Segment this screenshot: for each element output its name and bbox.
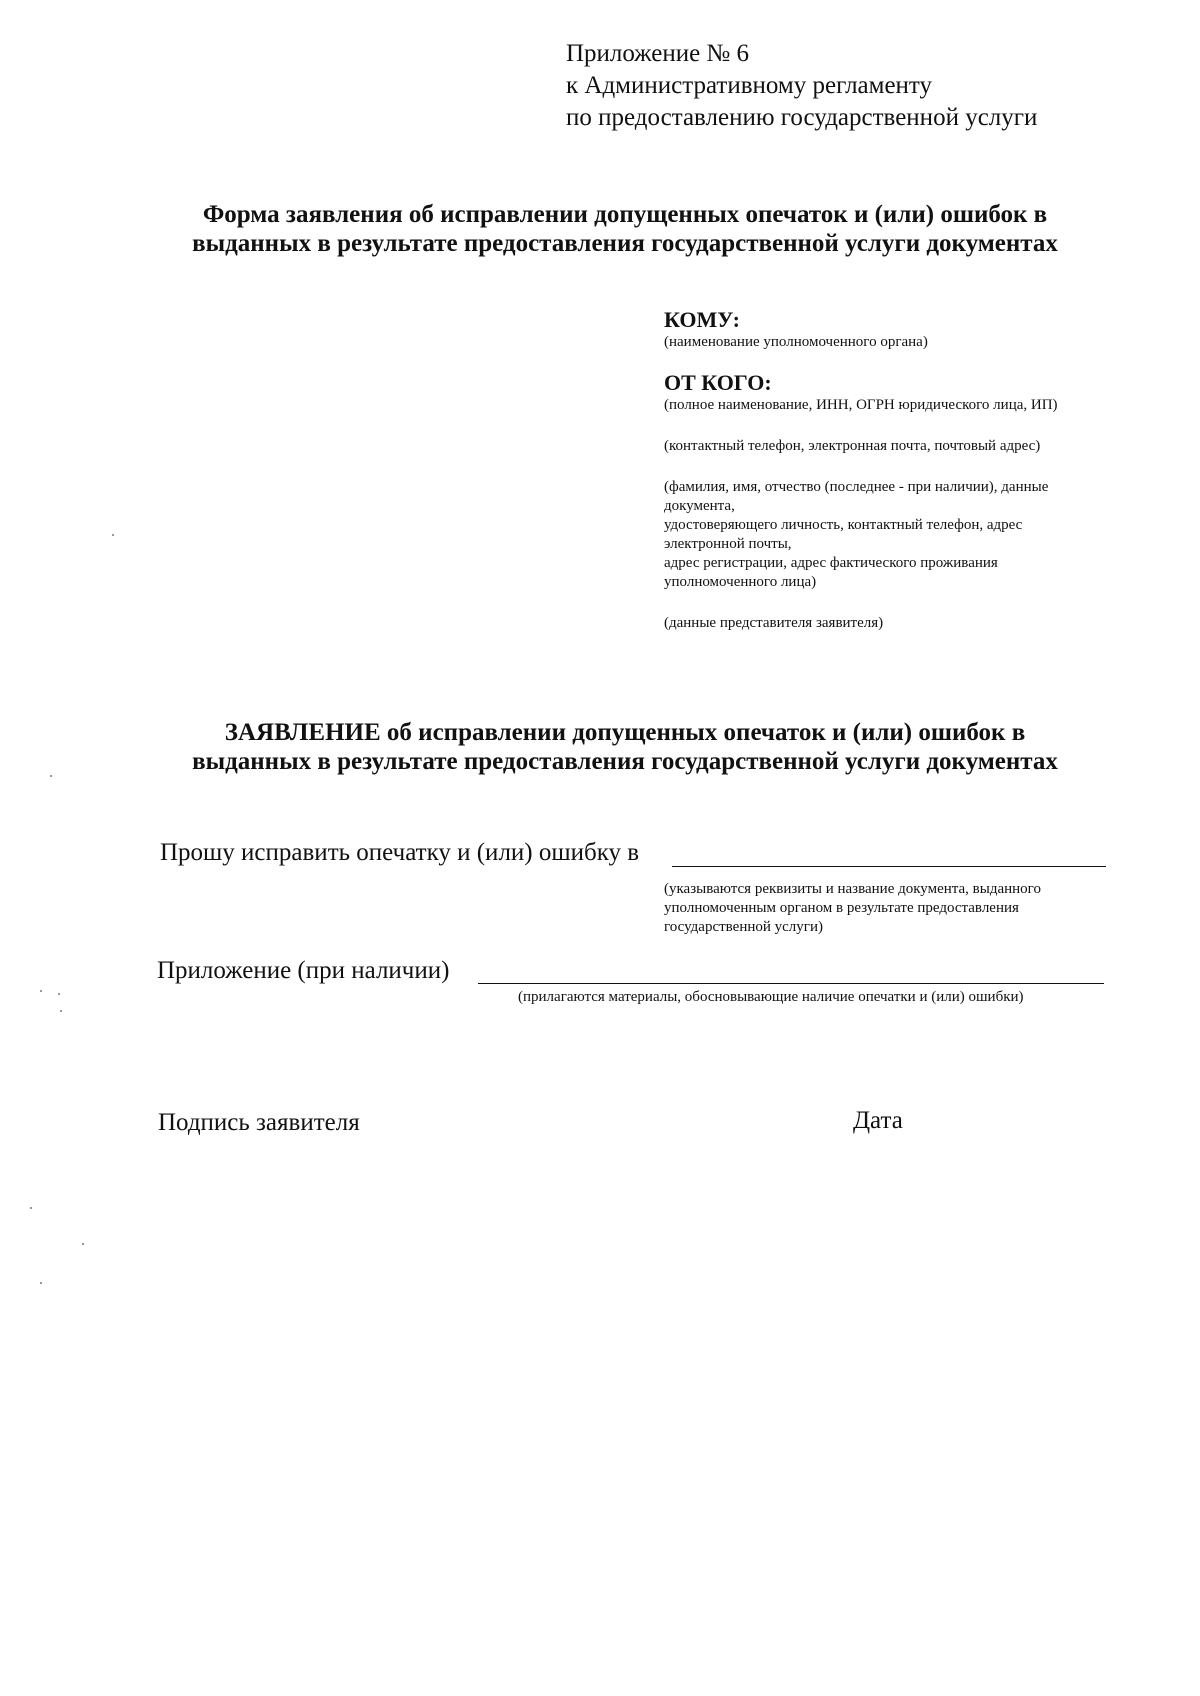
appendix-line-2: к Административному регламенту xyxy=(566,72,933,99)
scan-speck xyxy=(58,993,60,995)
appendix-line-1: Приложение № 6 xyxy=(566,40,750,67)
scan-speck xyxy=(30,1207,32,1209)
attachment-text: Приложение (при наличии) xyxy=(157,957,450,984)
person-hint-3: адрес регистрации, адрес фактического проживания уполномоченного лица) xyxy=(664,555,998,590)
correction-hint: (указываются реквизиты и название документа, выданного уполномоченным органом в результате предоставления государственной услуги) xyxy=(664,881,1041,935)
correction-document-field[interactable] xyxy=(672,866,1106,867)
attachment-hint: (прилагаются материалы, обосновывающие наличие опечатки и (или) ошибки) xyxy=(518,989,1024,1005)
statement-title-line-1: ЗАЯВЛЕНИЕ об исправлении допущенных опечаток и (или) ошибок в xyxy=(224,719,1026,746)
correction-request-text: Прошу исправить опечатку и (или) ошибку в xyxy=(160,839,640,866)
appendix-line-3: по предоставлению государственной услуги xyxy=(566,104,1038,131)
scan-speck xyxy=(50,775,52,777)
signature-label: Подпись заявителя xyxy=(158,1109,360,1136)
scan-speck xyxy=(112,534,114,536)
scan-speck xyxy=(60,1010,62,1012)
legal-entity-hint: (полное наименование, ИНН, ОГРН юридического лица, ИП) xyxy=(664,397,1058,413)
person-hint-1: (фамилия, имя, отчество (последнее - при наличии), данные документа, xyxy=(664,479,1049,514)
contacts-hint: (контактный телефон, электронная почта, почтовый адрес) xyxy=(664,438,1041,454)
appendix-header xyxy=(566,38,1086,134)
date-label: Дата xyxy=(853,1107,903,1134)
form-title xyxy=(150,200,1100,258)
person-hint-2: удостоверяющего личность, контактный телефон, адрес электронной почты, xyxy=(664,517,1023,552)
statement-title-line-2: выданных в результате предоставления государственной услуги документах xyxy=(192,748,1058,775)
ot-kogo-label: ОТ КОГО: xyxy=(664,370,772,395)
komu-label: КОМУ: xyxy=(664,307,740,332)
scan-speck xyxy=(40,990,42,992)
addressee-block xyxy=(664,307,1104,633)
form-title-line-2: выданных в результате предоставления государственной услуги документах xyxy=(192,230,1058,257)
scan-speck xyxy=(40,1282,42,1284)
scan-speck xyxy=(82,1243,84,1245)
representative-hint: (данные представителя заявителя) xyxy=(664,615,884,631)
form-title-line-1: Форма заявления об исправлении допущенных опечаток и (или) ошибок в xyxy=(202,201,1048,228)
statement-title xyxy=(150,718,1100,776)
attachment-field[interactable] xyxy=(478,983,1104,984)
komu-hint: (наименование уполномоченного органа) xyxy=(664,334,928,350)
